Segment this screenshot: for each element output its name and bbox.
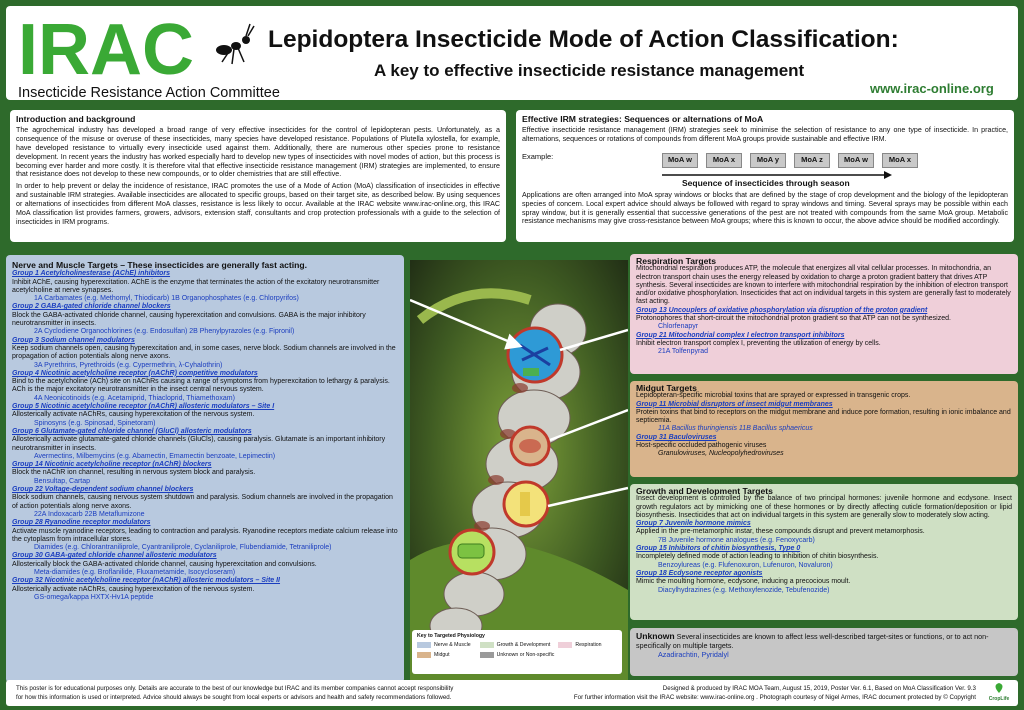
- group-desc: Bind to the acetylcholine (ACh) site on nAChRs causing a range of symptoms from hyperexcitation to lethargy & paralysis. ACh is the major excitatory neurotransmitter in the insect central nervous system.: [12, 378, 390, 394]
- key-item: Nerve & Muscle: [417, 642, 476, 648]
- unknown-panel: [630, 628, 1018, 676]
- unknown-sub: Azadirachtin, Pyridalyl: [658, 649, 729, 659]
- nerve-group: [12, 519, 398, 552]
- group-title[interactable]: Group 5 Nicotinic acetylcholine receptor (nAChR) allosteric modulators – Site I: [12, 403, 275, 411]
- group-18-title[interactable]: Group 18 Ecdysone receptor agonists: [636, 569, 763, 577]
- group-desc: Block sodium channels, causing nervous system shutdown and paralysis. Sodium channels are involved in the propagation of action potentials along nerve axons.: [12, 494, 393, 510]
- group-subclasses: Spinosyns (e.g. Spinosad, Spinetoram): [34, 419, 156, 427]
- nerve-heading: Nerve and Muscle Targets – These insecticides are generally fast acting.: [12, 260, 308, 270]
- credit-line-2: For further information visit the IRAC website: www.irac-online.org . Photograph courtesy of Nigel Armes, IRAC document protected by © Copyright: [573, 694, 976, 701]
- group-18-sub: Diacylhydrazines (e.g. Methoxyfenozide, Tebufenozide): [658, 586, 830, 594]
- moa-block: MoA w: [838, 153, 874, 168]
- intro-heading: Introduction and background: [16, 114, 136, 124]
- group-title[interactable]: Group 22 Voltage-dependent sodium channel blockers: [12, 486, 194, 494]
- croplife-logo: [984, 683, 1014, 703]
- group-title[interactable]: Group 14 Nicotinic acetylcholine receptor (nAChR) blockers: [12, 461, 212, 469]
- key-item: Respiration: [558, 642, 617, 648]
- group-desc: Allosterically activate nAChRs, causing hyperexcitation of the nervous system.: [12, 585, 255, 593]
- group-subclasses: Bensultap, Cartap: [34, 477, 91, 485]
- group-desc: Inhibit AChE, causing hyperexcitation. AChE is the enzyme that terminates the action of the excitatory neurotransmitter acetylcholine at nerve synapses.: [12, 278, 380, 294]
- group-title[interactable]: Group 1 Acetylcholinesterase (AChE) inhibitors: [12, 270, 171, 278]
- group-title[interactable]: Group 4 Nicotinic acetylcholine receptor (nAChR) competitive modulators: [12, 369, 258, 377]
- moa-block: MoA z: [794, 153, 830, 168]
- group-31-title[interactable]: Group 31 Baculoviruses: [636, 433, 717, 441]
- caterpillar-photo: [410, 260, 628, 680]
- disclaimer: [16, 684, 486, 702]
- disclaimer-line-2: for how this information is used or interpreted. Advice should always be sought from local experts or advisors and health and safety recommendations followed.: [16, 694, 452, 701]
- intro-panel: [10, 110, 506, 242]
- group-11-desc: Protein toxins that bind to receptors on the midgut membrane and induce pore formation, resulting in ionic imbalance and septicemia.: [636, 408, 1011, 425]
- key-item: Unknown or Non-specific: [480, 652, 555, 658]
- group-11-sub: 11A Bacillus thuringiensis 11B Bacillus sphaericus: [658, 425, 813, 433]
- group-desc: Allosterically block the GABA-activated chloride channel, causing hyperexcitation and convulsions.: [12, 560, 317, 568]
- moa-block: MoA x: [706, 153, 742, 168]
- unknown-desc: Several insecticides are known to affect less well-described target-sites or functions, or to act non-specifically on multiple targets.: [636, 632, 989, 650]
- nerve-group: [12, 486, 398, 519]
- poster-subtitle: A key to effective insecticide resistance management: [374, 61, 805, 80]
- group-31-sub: Granuloviruses, Nucleopolyhedroviruses: [658, 450, 784, 458]
- group-15-sub: Benzoylureas (e.g. Flufenoxuron, Lufenuron, Novaluron): [658, 561, 833, 569]
- group-15-title[interactable]: Group 15 Inhibitors of chitin biosynthesis, Type 0: [636, 545, 801, 553]
- group-7-sub: 7B Juvenile hormone analogues (e.g. Fenoxycarb): [658, 536, 815, 544]
- intro-paragraph-2: In order to help prevent or delay the incidence of resistance, IRAC promotes the use of a Mode of Action (MoA) classification of insecticides in effective and sustainable IRM strategies. Available insecticides are allocated to specific groups, based on their target site, as described below. By using sequences or alternations of insecticides from different MoA classes, resistance is less likely to occur. Available at the IRAC website www.irac-online.org, this IRAC MoA classification list provides farmers, growers, advisors, extension staff, consultants and crop protection professionals with a guide to the selection of insecticides in IRM programs.: [16, 182, 500, 226]
- disclaimer-line-1: This poster is for educational purposes only. Details are accurate to the best of our knowledge but IRAC and its member companies cannot accept responsibility: [16, 685, 454, 692]
- group-desc: Keep sodium channels open, causing hyperexcitation and, in some cases, nerve block. Sodium channels are involved in the propagation of action potentials along nerve axons.: [12, 344, 396, 361]
- group-title[interactable]: Group 32 Nicotinic acetylcholine receptor (nAChR) allosteric modulators – Site II: [12, 577, 281, 585]
- key-item: Midgut: [417, 652, 476, 658]
- header: [6, 6, 1018, 100]
- group-desc: Block the nAChR ion channel, resulting in nervous system block and paralysis.: [12, 469, 256, 477]
- group-21-desc: Inhibit electron transport complex I, preventing the utilization of energy by cells.: [636, 339, 881, 347]
- moa-block: MoA w: [662, 153, 698, 168]
- group-11-title[interactable]: Group 11 Microbial disruptors of insect midgut membranes: [636, 400, 833, 408]
- growth-desc: Insect development is controlled by the balance of two principal hormones: juvenile hormone and ecdysone. Insect growth regulators act by mimicking one of these hormones or by directly affecting cuticle formation/deposition or lipid biosynthesis. Insecticides that act on individual targets in this system are generally slow to moderately slow acting.: [636, 495, 1012, 519]
- group-subclasses: 22A Indoxacarb 22B Metaflumizone: [34, 510, 145, 518]
- irac-logo: [18, 12, 258, 82]
- group-desc: Activate muscle ryanodine receptors, leading to contraction and paralysis. Ryanodine receptors mediate calcium release into the cytoplasm from intracellular stores.: [12, 527, 398, 543]
- group-21-sub: 21A Tolfenpyrad: [658, 348, 709, 356]
- key-title: Key to Targeted Physiology: [417, 633, 485, 639]
- moa-block: MoA x: [882, 153, 918, 168]
- group-subclasses: Meta-diamides (e.g. Broflanilide, Fluxametamide, Isocycloseram): [34, 568, 236, 576]
- nerve-group: [12, 552, 398, 577]
- irm-paragraph-1: Effective insecticide resistance management (IRM) strategies seek to minimise the selection of resistance to any one type of insecticide. In practice, alternations, sequences or rotations of compounds from different MoA groups provide sustainable and effective IRM.: [522, 125, 1008, 143]
- nerve-group: [12, 270, 398, 303]
- nerve-muscle-panel: [6, 255, 404, 683]
- sequence-caption: Sequence of insecticides through season: [682, 177, 850, 188]
- poster-title: Lepidoptera Insecticide Mode of Action Classification:: [268, 26, 899, 53]
- example-label: Example:: [522, 151, 554, 161]
- group-13-title[interactable]: Group 13 Uncouplers of oxidative phosphorylation via disruption of the proton gradient: [636, 306, 928, 314]
- irm-panel: [516, 110, 1014, 242]
- croplife-text: CropLife: [988, 696, 1010, 702]
- group-subclasses: Diamides (e.g. Chlorantraniliprole, Cyantraniliprole, Cyclaniliprole, Flubendiamide, Tetraniliprole): [34, 544, 332, 552]
- nerve-group: [12, 370, 398, 403]
- group-title[interactable]: Group 30 GABA-gated chloride channel allosteric modulators: [12, 552, 217, 560]
- group-subclasses: 1A Carbamates (e.g. Methomyl, Thiodicarb) 1B Organophosphates (e.g. Chlorpyrifos): [34, 295, 299, 303]
- credit-line-1: Designed & produced by IRAC MOA Team, August 15, 2019, Poster Ver. 6.1, Based on MoA Classification Ver. 9.3: [662, 685, 976, 692]
- group-desc: Block the GABA-activated chloride channel, causing hyperexcitation and convulsions. GABA is the major inhibitory neurotransmitter in insects.: [12, 311, 366, 328]
- intro-paragraph-1: The agrochemical industry has developed a broad range of very effective insecticides for the control of lepidopteran pests. Unfortunately, as a consequence of the misuse or overuse of these insecticides, many species have developed resistance. Populations of Plutella xylostella, for example, have developed resistance to virtually every insecticide used against them. Additionally, there are numerous other species prone to resistance development. In recent years the industry has worked especially hard to develop new types of insecticides with novel modes of action, but this process is becoming ever harder and more costly. It is therefore vital that effective insecticide resistance management (IRM) strategies are implemented, to ensure that resistance does not develop to these new compounds, or to older chemistries that are still effective.: [16, 125, 500, 179]
- growth-heading: Growth and Development Targets: [636, 486, 773, 496]
- group-18-desc: Mimic the moulting hormone, ecdysone, inducing a precocious moult.: [636, 578, 851, 586]
- respiration-panel: [630, 254, 1018, 374]
- svg-text:IRAC: IRAC: [18, 12, 194, 82]
- committee-name: Insecticide Resistance Action Committee: [18, 85, 280, 101]
- irm-heading: Effective IRM strategies: Sequences or alternations of MoA: [522, 114, 764, 124]
- nerve-group: [12, 428, 398, 461]
- moa-block: MoA y: [750, 153, 786, 168]
- group-subclasses: 2A Cyclodiene Organochlorines (e.g. Endosulfan) 2B Phenylpyrazoles (e.g. Fipronil): [34, 328, 295, 336]
- group-title[interactable]: Group 28 Ryanodine receptor modulators: [12, 519, 151, 527]
- group-desc: Allosterically activate nAChRs, causing hyperexcitation of the nervous system.: [12, 411, 255, 419]
- group-7-title[interactable]: Group 7 Juvenile hormone mimics: [636, 520, 751, 528]
- respiration-heading: Respiration Targets: [636, 256, 717, 266]
- group-title[interactable]: Group 6 Glutamate-gated chloride channel (GluCl) allosteric modulators: [12, 427, 252, 435]
- nerve-group: [12, 303, 398, 336]
- credits: [536, 684, 976, 702]
- sequence-row: [662, 153, 918, 168]
- group-subclasses: 3A Pyrethrins, Pyrethroids (e.g. Cypermethrin, λ-Cyhalothrin): [34, 361, 223, 369]
- group-title[interactable]: Group 3 Sodium channel modulators: [12, 336, 135, 344]
- irm-paragraph-2: Applications are often arranged into MoA spray windows or blocks that are defined by the stage of crop development and the biology of the lepidopteran species of concern. Local expert advice should always be followed with regard to spray windows and timing. Several sprays may be possible within each spray window, but it is generally essential that successive generations of the pest are not treated with compounds from the same MoA group. Metabolic resistance mechanisms may give cross-resistance between MoA groups; where this is known to occur, the above advice should be modified accordingly.: [522, 190, 1008, 226]
- group-13-desc: Protonophores that short-circuit the mitochondrial proton gradient so that ATP can not be synthesized.: [636, 315, 951, 323]
- group-13-sub: Chlorfenapyr: [658, 323, 699, 331]
- group-21-title[interactable]: Group 21 Mitochondrial complex I electron transport inhibitors: [636, 331, 845, 339]
- group-subclasses: GS-omega/kappa HXTX-Hv1A peptide: [34, 593, 154, 601]
- nerve-group: [12, 337, 398, 370]
- group-31-desc: Host-specific occluded pathogenic viruses: [636, 442, 767, 450]
- group-7-desc: Applied in the pre-metamorphic instar, these compounds disrupt and prevent metamorphosis.: [636, 528, 925, 536]
- midgut-panel: [630, 381, 1018, 477]
- group-subclasses: Avermectins, Milbemycins (e.g. Abamectin, Emamectin benzoate, Lepimectin): [34, 452, 276, 460]
- footer: [6, 680, 1018, 706]
- growth-panel: [630, 484, 1018, 620]
- group-desc: Allosterically activate glutamate-gated chloride channels (GluCls), causing paralysis. Glutamate is an important inhibitory neurotransmitter in insects.: [12, 436, 386, 452]
- midgut-desc: Lepidopteran-specific microbial toxins that are sprayed or expressed in transgenic crops.: [636, 392, 911, 400]
- key-item: Growth & Development: [480, 642, 555, 648]
- nerve-group: [12, 403, 398, 428]
- nerve-group: [12, 461, 398, 486]
- unknown-heading: Unknown: [636, 631, 675, 641]
- nerve-group: [12, 577, 398, 602]
- midgut-heading: Midgut Targets: [636, 383, 697, 393]
- website-link[interactable]: www.irac-online.org: [870, 81, 994, 96]
- respiration-desc: Mitochondrial respiration produces ATP, the molecule that energizes all vital cellular processes. In mitochondria, an electron transport chain uses the energy released by oxidation to charge a proton gradient battery that drives ATP synthesis. Several insecticides are known to interfere with mitochondrial respiration by the inhibition of electron transport and/or oxidative phosphorylation. Insecticides that act on individual targets in this system are generally fast to moderately fast acting.: [636, 265, 1011, 306]
- group-subclasses: 4A Neonicotinoids (e.g. Acetamiprid, Thiacloprid, Thiamethoxam): [34, 394, 235, 402]
- sequence-example: [522, 147, 1008, 191]
- group-title[interactable]: Group 2 GABA-gated chloride channel blockers: [12, 303, 171, 311]
- physiology-key: [412, 630, 622, 674]
- group-15-desc: Incompletely defined mode of action leading to inhibition of chitin biosynthesis.: [636, 553, 879, 561]
